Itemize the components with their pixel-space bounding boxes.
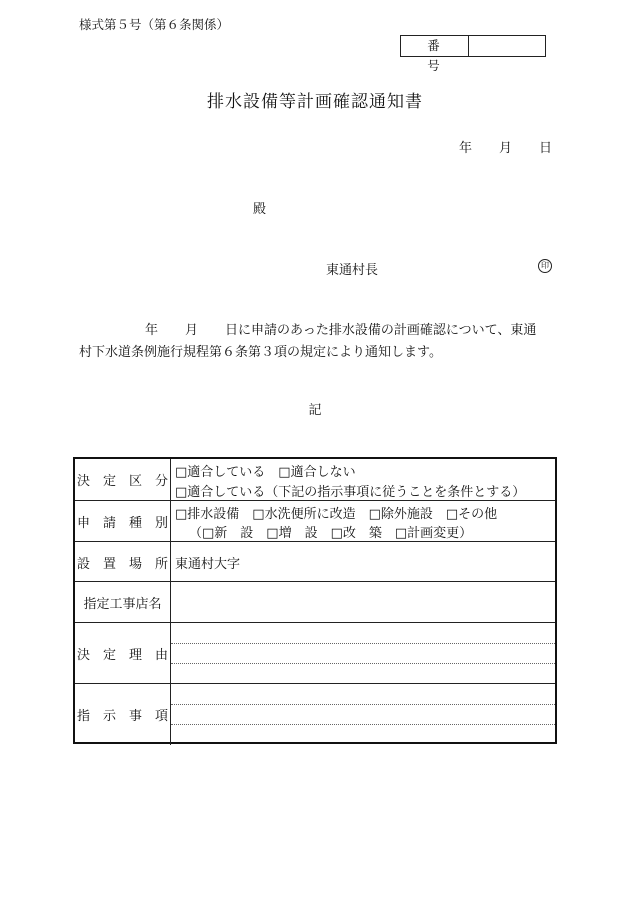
instructions-line-1[interactable] <box>171 704 555 705</box>
body-text-line2: 村下水道条例施行規程第６条第３項の規定により通知します。 <box>79 345 442 360</box>
addressee-suffix: 殿 <box>253 202 267 217</box>
reason-line-2[interactable] <box>171 663 555 664</box>
row-instructions <box>75 683 555 745</box>
date-month: 月 <box>499 141 513 156</box>
number-box <box>400 35 546 73</box>
details-table <box>73 457 557 744</box>
issuer-name: 東通村長 <box>326 263 379 278</box>
date-year: 年 <box>459 141 473 156</box>
seal-mark: 印 <box>538 259 552 273</box>
row-decision <box>75 459 555 500</box>
contractor-label: 指定工事店名 <box>75 582 171 623</box>
form-number: 様式第５号（第６条関係） <box>79 17 230 32</box>
number-value-field[interactable] <box>469 36 545 56</box>
body-line1-rest: 日に申請のあった排水設備の計画確認について、東通 <box>225 323 537 338</box>
ki-heading: 記 <box>308 403 322 418</box>
instructions-label: 指 示 事 項 <box>75 684 171 745</box>
application-type-options-1[interactable]: □排水設備 □水洗便所に改造 □除外施設 □その他 <box>175 507 498 522</box>
row-reason <box>75 622 555 684</box>
row-contractor <box>75 581 555 623</box>
reason-line-1[interactable] <box>171 643 555 644</box>
reason-label: 決 定 理 由 <box>75 623 171 684</box>
decision-options-2[interactable]: □適合している（下記の指示事項に従うことを条件とする） <box>175 485 526 500</box>
decision-options-1[interactable]: □適合している □適合しない <box>175 465 356 480</box>
body-month: 月 <box>185 323 199 338</box>
date-line <box>459 137 552 156</box>
body-year: 年 <box>145 323 159 338</box>
row-application-type <box>75 500 555 542</box>
number-label: 番 号 <box>401 36 469 56</box>
document-title: 排水設備等計画確認通知書 <box>207 92 423 112</box>
location-label: 設 置 場 所 <box>75 542 171 582</box>
location-value[interactable]: 東通村大字 <box>175 557 241 572</box>
instructions-line-2[interactable] <box>171 724 555 725</box>
application-type-options-2[interactable]: （□新 設 □増 設 □改 築 □計画変更） <box>189 526 473 541</box>
decision-label: 決 定 区 分 <box>75 459 171 500</box>
date-day: 日 <box>539 141 553 156</box>
body-text-line1 <box>79 319 536 338</box>
application-type-label: 申 請 種 別 <box>75 501 171 542</box>
row-location <box>75 541 555 582</box>
